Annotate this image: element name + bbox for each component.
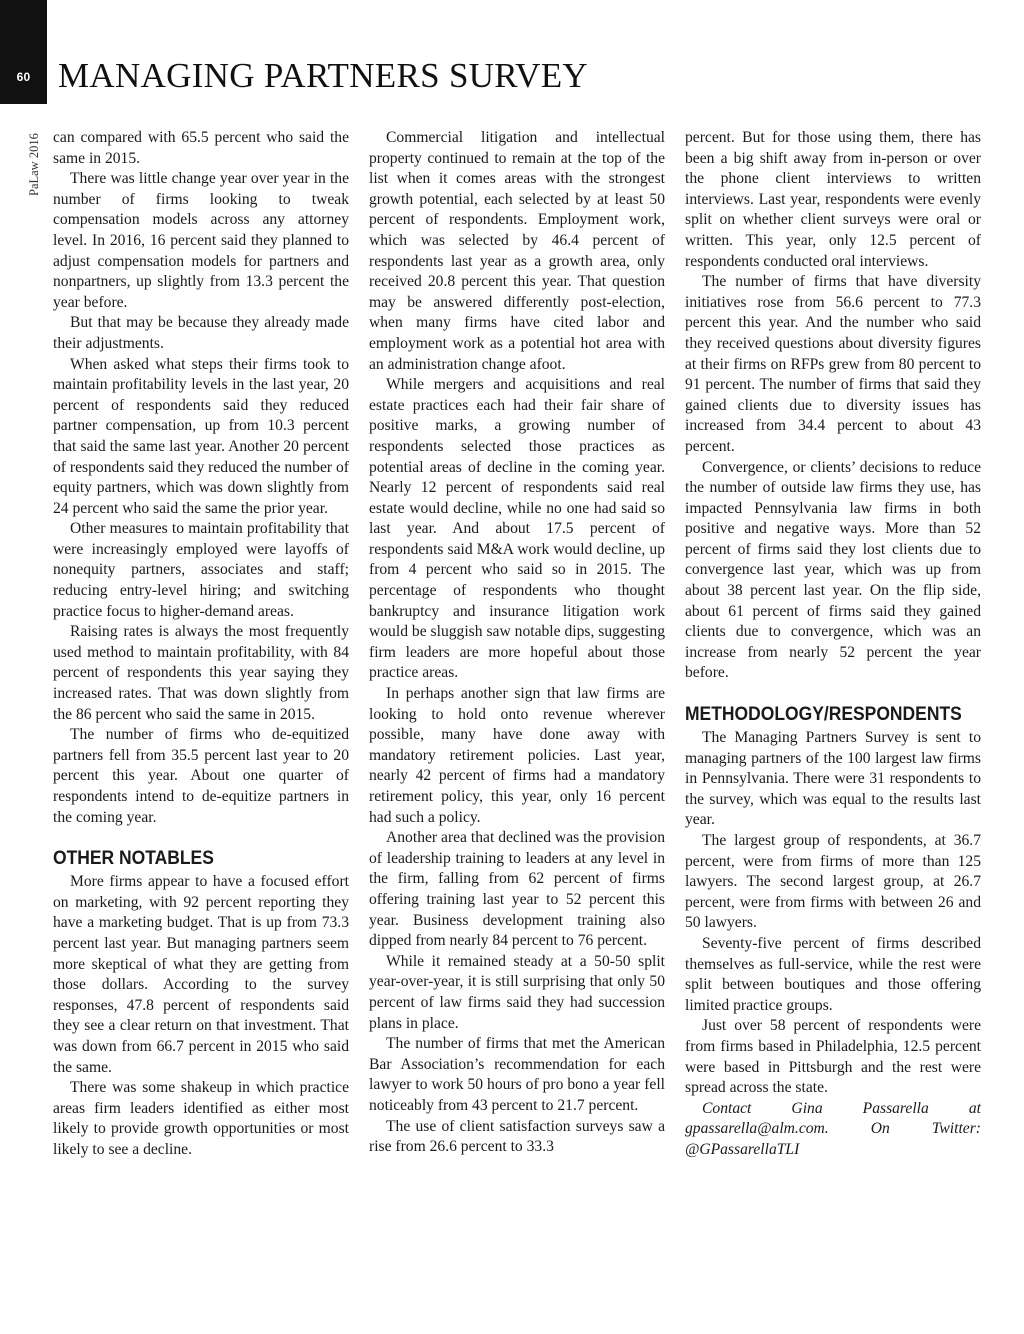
body-paragraph: The number of firms who de-equitized partners fell from 35.5 percent last year to 20 percent this year. About one quarter of respondents intend to de-equitize partners in the coming year. (53, 726, 349, 826)
body-paragraph: Another area that declined was the provision of leadership training to leaders at any level in the firm, falling from 62 percent of firms offering training last year to 52 percent this year. Business development training also dipped from nearly 84 percent to 76 percent. (369, 829, 665, 950)
section-heading: OTHER NOTABLES (53, 848, 214, 870)
running-head: PaLaw 2016 (27, 133, 41, 196)
body-paragraph: But that may be because they already made their adjustments. (53, 314, 349, 352)
body-paragraph: Commercial litigation and intellectual property continued to remain at the top of the list when it comes areas with the strongest growth potential, each selected by at least 50 percent of respondents. Employment work, which was selected by 46.4 percent of respondents last year as a growth area, only received 20.8 percent this year. That question may be answered differently post-election, when many firms have cited labor and employment work as a potential hot area with an administration change afoot. (369, 129, 665, 373)
body-paragraph: Convergence, or clients’ decisions to reduce the number of outside law firms they use, has impacted Pennsylvania law firms in both positive and negative ways. More than 52 percent of firms said they lost clients due to convergence last year, which was up from about 38 percent last year. On the flip side, about 61 percent of firms said they gained clients due to convergence, which was an increase from nearly 52 percent the year before. (685, 458, 981, 682)
body-paragraph: The largest group of respondents, at 36.7 percent, were from firms of more than 125 lawyers. The second largest group, at 26.7 percent, were from firms with between 26 and 50 lawyers. (685, 832, 981, 932)
body-paragraph: There was little change year over year in the number of firms looking to tweak compensation models across any attorney level. In 2016, 16 percent said they planned to adjust compensation models for partners and nonpartners, up slightly from 13.3 percent the year before. (53, 170, 349, 311)
body-paragraph: The number of firms that met the American Bar Association’s recommendation for each lawyer to work 50 hours of pro bono a year fell noticeably from 43 percent to 21.7 percent. (369, 1035, 665, 1114)
body-paragraph: can compared with 65.5 percent who said the same in 2015. (53, 129, 349, 167)
body-paragraph: In perhaps another sign that law firms are looking to hold onto revenue wherever possible, many have done away with mandatory retirement policies. Last year, nearly 42 percent of firms had a mandatory retirement policy, this year, only 16 percent had such a policy. (369, 685, 665, 826)
body-paragraph: Seventy-five percent of firms described themselves as full-service, while the rest were split between boutiques and those offering limited practice groups. (685, 934, 981, 1014)
page-number-tab (0, 0, 47, 104)
body-paragraph: More firms appear to have a focused effort on marketing, with 92 percent reporting they have a marketing budget. That is up from 73.3 percent last year. But managing partners seem more skeptical of what they are getting from those dollars. According to the survey responses, 47.8 percent of respondents said they see a clear return on that investment. That was down from 66.7 percent in 2015 who said the same. (53, 873, 349, 1076)
author-contact: Contact Gina Passarella at gpassarella@alm.com. On Twitter: @GPassarellaTLI (685, 1099, 981, 1158)
body-paragraph: Other measures to maintain profitability that were increasingly employed were layoffs of nonequity partners, associates and staff; reducing entry-level hiring; and switching practice focus to higher-demand areas. (53, 520, 349, 620)
body-paragraph: percent. But for those using them, there has been a big shift away from in-person or over the phone client interviews to written interviews. Last year, respondents were evenly split on whether client surveys were oral or written. This year, only 12.5 percent of respondents conducted oral interviews. (685, 129, 981, 270)
body-paragraph: The use of client satisfaction surveys saw a rise from 26.6 percent to 33.3 (369, 1117, 665, 1156)
body-paragraph: While mergers and acquisitions and real estate practices each had their fair share of positive marks, a growing number of respondents selected those practices as potential areas of decline in the coming year. Nearly 12 percent of respondents said real estate would decline, while no one had said so last year. And about 17.5 percent of respondents said M&A work would decline, up from 4 percent who said so in 2015. The percentage of respondents who thought bankruptcy and insurance litigation work would be sluggish saw notable dips, suggesting firm leaders are more hopeful about those practice areas. (369, 376, 665, 682)
body-paragraph: The number of firms that have diversity initiatives rose from 56.6 percent to 77.3 percent this year. And the number who said they received questions about diversity figures at their firms on RFPs grew from 80 percent to 91 percent. The number of firms that said they gained clients due to diversity issues has increased from 34.4 percent to about 43 percent. (685, 273, 981, 455)
body-paragraph: There was some shakeup in which practice areas firm leaders identified as either most likely to provide growth opportunities or most likely to see a decline. (53, 1079, 349, 1158)
article-column-3 (685, 128, 981, 1161)
body-paragraph: While it remained steady at a 50-50 split year-over-year, it is still surprising that only 50 percent of law firms said they had succession plans in place. (369, 952, 665, 1032)
section-heading: METHODOLOGY/RESPONDENTS (685, 704, 962, 726)
body-paragraph: When asked what steps their firms took to maintain profitability levels in the last year, 20 percent of respondents said they reduced partner compensation, up from 10.3 percent that said the same last year. Another 20 percent of respondents said they reduced the number of equity partners, which was down slightly from 24 percent who said the same the prior year. (53, 355, 349, 517)
section-title: MANAGING PARTNERS SURVEY (58, 56, 588, 95)
body-paragraph: Just over 58 percent of respondents were from firms based in Philadelphia, 12.5 percent were based in Pittsburgh and the rest were spread across the state. (685, 1017, 981, 1097)
article-column-2 (369, 128, 665, 1158)
body-paragraph: The Managing Partners Survey is sent to managing partners of the 100 largest law firms in Pennsylvania. There were 31 respondents to the survey, which was equal to the results last year. (685, 729, 981, 829)
body-paragraph: Raising rates is always the most frequently used method to maintain profitability, with 84 percent of respondents this year saying they increased rates. That was down slightly from the 86 percent who said the same in 2015. (53, 623, 349, 723)
page-number: 60 (16, 70, 31, 84)
article-column-1 (53, 128, 349, 1161)
